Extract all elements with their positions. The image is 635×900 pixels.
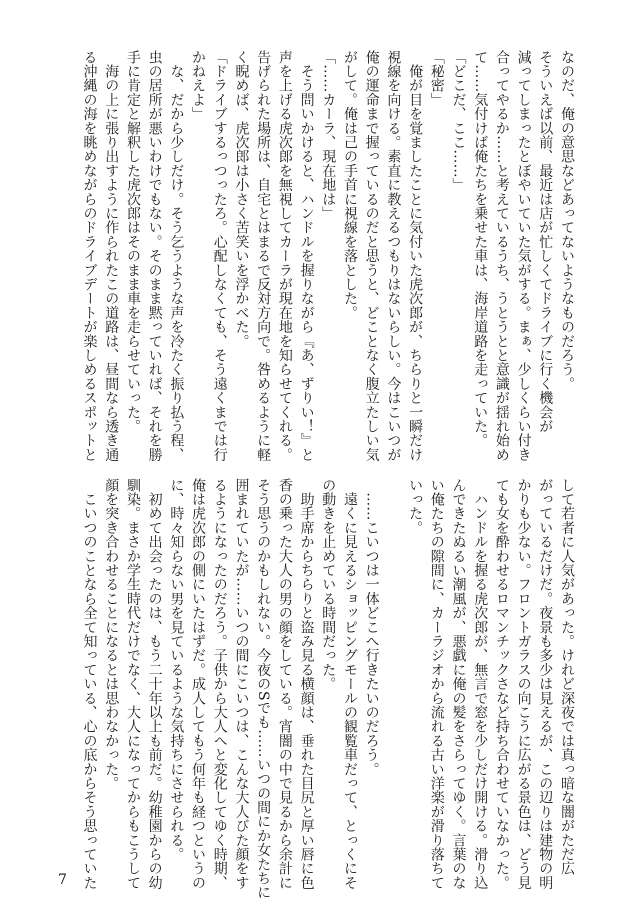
text-line: 顔を突き合わせることになるとは思わなかった。 xyxy=(103,478,120,791)
text-line: がして。俺は己の手首に視線を落とした。 xyxy=(341,50,358,320)
text-line: 初めて出会ったのは、もう二十年以上も前だ。幼稚園からの幼 xyxy=(146,478,163,890)
text-line: 「ドライブするっつったろ。心配しなくても、そう遠くまでは行 xyxy=(211,50,228,462)
text-line: る沖縄の海を眺めながらのドライブデートが楽しめるスポットと xyxy=(81,50,98,462)
page-number: 7 xyxy=(58,872,67,888)
text-line: いった。 xyxy=(407,478,424,535)
text-line: して若者に人気があった。けれど深夜では真っ暗な闇がただ広 xyxy=(559,478,575,876)
text-line: 声を上げる虎次郎を無視してカーラが現在地を知らせてくれる。 xyxy=(276,50,293,462)
text-line: 減ってしまったとぼやいていた気がする。まぁ、少しくらい付き xyxy=(515,50,532,462)
text-line: ……こいつは一体どこへ行きたいのだろう。 xyxy=(363,478,380,777)
text-line: の動きを止めている時間だった。 xyxy=(320,478,337,691)
text-line: 助手席からちらりと盗み見る横顔は、垂れた目尻と厚い唇に色 xyxy=(298,478,315,890)
text-line: がっているだけだ。夜景も多少は見えるが、この辺りは建物の明 xyxy=(537,478,554,890)
text-line: 視線を向ける。素直に教えるつもりはないらしい。今はこいつが xyxy=(385,50,402,462)
text-line: こいつのことなら全て知っている、心の底からそう思っていた xyxy=(81,478,98,890)
text-line: なのだ、俺の意思などあってないようなものだろう。 xyxy=(559,50,575,391)
text-line: て……気付けば俺たちを乗せた車は、海岸道路を走っていた。 xyxy=(472,50,489,448)
lower-text-block xyxy=(67,478,577,900)
text-line: 俺の運命まで握っているのだと思うと、どことなく腹立たしい気 xyxy=(363,50,380,462)
text-line: 虫の居所が悪いわけでもない。そのまま黙っていれば、それを勝 xyxy=(146,50,163,462)
text-line: んできたぬるい潮風が、悪戯に俺の髪をさらってゆく。言葉のな xyxy=(450,478,467,890)
text-line: そう問いかけると、ハンドルを握りながら『あ、ずりい！』と xyxy=(298,50,315,462)
text-line: 告げられた場所は、自宅とはまるで反対方向で。咎めるように軽 xyxy=(255,50,272,462)
text-line: 「秘密」 xyxy=(428,50,445,107)
text-line: 手に肯定と解釈した虎次郎はそのまま車を走らせていった。 xyxy=(124,50,141,434)
text-line: そう思うのかもしれない。今夜のSでも……いつの間にか女たちに xyxy=(255,478,272,900)
text-line: な、だから少しだけ。そう乞うような声を冷たく振り払う程、 xyxy=(168,50,185,462)
text-line: い俺たちの隙間に、カーラジオから流れる古い洋楽が滑り落ちて xyxy=(428,478,445,890)
text-line: に、時々知らない男を見ているような気持ちにさせられる。 xyxy=(168,478,185,862)
text-line: 俺は虎次郎の側にいたはずだ。成人してもう何年も経つというの xyxy=(190,478,207,890)
text-line: く睨めば、虎次郎は小さく苦笑いを浮かべた。 xyxy=(233,50,250,349)
text-line xyxy=(382,478,404,848)
text-line: 香の乗った大人の男の顔をしている。宵闇の中で見るから余計に xyxy=(276,478,293,890)
text-line: かねえよ」 xyxy=(190,50,207,121)
text-line: 遠くに見えるショッピングモールの観覧車だって、とっくにそ xyxy=(341,478,358,890)
text-line: そういえば以前、最近は店が忙しくてドライブに行く機会が xyxy=(537,50,554,434)
upper-text-block xyxy=(67,50,577,462)
text-line: 合ってやるか……と考えているうち、うとうとと意識が揺れ始め xyxy=(493,50,510,462)
text-line: 「……カーラ、現在地は」 xyxy=(320,50,337,221)
text-line: るようになったのだろう。子供から大人へと変化してゆく時期、 xyxy=(211,478,228,890)
text-line: 「どこだ、ここ……」 xyxy=(450,50,467,192)
text-line: ても女を酔わせるロマンチックさなど持ち合わせていなかった。 xyxy=(493,478,510,890)
text-line: 海の上に張り出すように作られたこの道路は、昼間なら透き通 xyxy=(103,50,120,462)
text-line: かりも少ない。フロントガラスの向こうに広がる景色は、どう見 xyxy=(515,478,532,890)
text-line: 俺が目を覚ましたことに気付いた虎次郎が、ちらりと一瞬だけ xyxy=(407,50,424,462)
text-line: ハンドルを握る虎次郎が、無言で窓を少しだけ開ける。滑り込 xyxy=(472,478,489,890)
text-line: 囲まれていたが……いつの間にこいつは、こんな大人びた顔をす xyxy=(233,478,250,890)
text-line: 馴染。まさか学生時代だけでなく、大人になってからもこうして xyxy=(124,478,141,890)
